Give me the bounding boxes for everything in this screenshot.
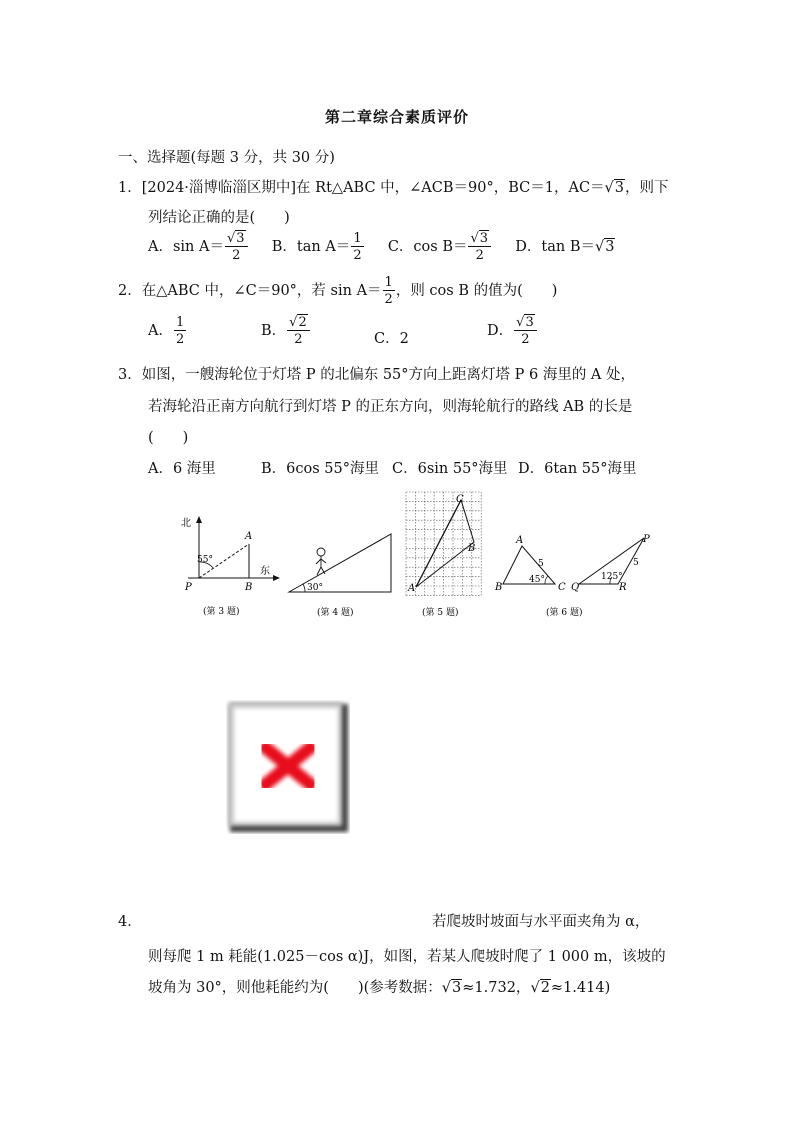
fig4-slope-triangle: [289, 534, 391, 592]
q3-option-b: B．6cos 55°海里: [261, 461, 379, 477]
fig5-caption: (第 5 题): [422, 608, 459, 618]
q2-option-d: D． $\frac{√3}{2}$: [487, 316, 538, 346]
fig5-A-label: A: [408, 583, 416, 594]
fig4-caption: (第 4 题): [317, 608, 354, 618]
q4-number: 4．: [118, 914, 142, 930]
section-heading: 一、选择题(每题 3 分，共 30 分): [118, 150, 335, 166]
fig6-angle2-label: 125°: [601, 572, 623, 582]
q3-option-a: A．6 海里: [148, 461, 216, 477]
fig4-person-arm-right: [321, 559, 326, 563]
q3-option-d: D．6tan 55°海里: [518, 461, 637, 477]
q4-stem-line2: 则每爬 1 m 耗能(1.025－cos α)J，如图，若某人爬坡时爬了 1 000 m，该坡的: [148, 949, 666, 965]
fig3-A-label: A: [245, 531, 253, 542]
fig3-caption: (第 3 题): [203, 607, 240, 617]
q1-number: 1．: [118, 180, 142, 196]
fig3-angle-label: 55°: [197, 555, 213, 565]
fig6-angle-arc-c: [545, 576, 548, 584]
q1-option-a: A．sin A＝ $\frac{√3}{2}$: [148, 239, 249, 255]
q1-stem-text: [2024·淄博临淄区期中]在 Rt△ABC 中，∠ACB＝90°，BC＝1，AC＝: [141, 180, 605, 196]
figure-4: [285, 530, 397, 622]
q3-option-c: C．6sin 55°海里: [392, 461, 508, 477]
fig4-person-arm-left: [316, 559, 321, 564]
q1-sqrt: √3: [604, 180, 625, 196]
q1-stem-line2: 列结论正确的是( ): [148, 210, 290, 226]
fig3-north-label: 北: [181, 518, 191, 529]
q1-stem-tail: ，则下: [625, 180, 669, 196]
fig6-C-label: C: [558, 582, 566, 593]
q4-stem-line3: 坡角为 30°，则他耗能约为( )(参考数据：√3≈1.732，√2≈1.414): [148, 980, 611, 996]
q1-option-c: C．cos B＝ $\frac{√3}{2}$: [388, 239, 492, 255]
broken-image-icon: [226, 700, 350, 834]
figure-5: [402, 490, 488, 622]
fig6-side2-label: 5: [633, 558, 639, 568]
q3-stem-line2: 若海轮沿正南方向航行到灯塔 P 的正东方向，则海轮航行的路线 AB 的长是: [148, 399, 633, 415]
fig6-Q-label: Q: [571, 582, 580, 593]
q2-option-c: C．2: [374, 331, 409, 347]
q1-option-d: D．tan B＝√3: [515, 239, 615, 255]
fig6-A-label: A: [516, 535, 524, 546]
fig5-C-label: C: [456, 494, 464, 505]
q1-stem-line1: [118, 176, 669, 197]
q2-stem: 2．在△ABC 中，∠C＝90°，若 sin A＝ $\frac{1}{2}$ ，则 cos B 的值为( ): [118, 275, 558, 307]
q3-stem-line3: ( ): [148, 430, 189, 446]
fig3-north-arrow: [196, 516, 202, 523]
page-title: 第二章综合素质评价: [324, 108, 469, 126]
q4-stem-line1: 若爬坡时坡面与水平面夹角为 α，: [432, 914, 650, 930]
fig6-R-label: R: [619, 582, 627, 593]
fig4-angle-label: 30°: [307, 583, 323, 593]
fig3-east-label: 东: [260, 566, 270, 577]
fig4-person-head: [317, 548, 325, 556]
q1-option-b: B．tan A＝ $\frac{1}{2}$: [271, 231, 362, 263]
q1-options: [148, 232, 615, 262]
figure-6: [492, 532, 662, 622]
fig6-caption: (第 6 题): [546, 608, 583, 618]
q2-number: 2．: [118, 283, 142, 299]
fig6-P-label: P: [643, 534, 650, 545]
figure-3: [170, 512, 282, 622]
q2-option-b: B． $\frac{√2}{2}$: [261, 316, 311, 346]
fig6-side1-label: 5: [538, 559, 544, 569]
fig5-B-label: B: [468, 543, 476, 554]
q2-option-a: A． $\frac{1}{2}$: [148, 315, 185, 347]
fig4-angle-arc: [303, 584, 305, 592]
fig6-angle1-label: 45°: [529, 575, 545, 585]
q2-fraction: $\frac{1}{2}$: [384, 275, 393, 307]
q3-stem-line1: 3．如图，一艘海轮位于灯塔 P 的北偏东 55°方向上距离灯塔 P 6 海里的 A 处，: [118, 367, 636, 383]
fig5-side-AC: [416, 500, 461, 587]
fig6-B-label: B: [495, 582, 503, 593]
fig3-B-label: B: [245, 582, 253, 593]
fig3-east-arrow: [273, 575, 280, 581]
fig3-P-label: P: [185, 582, 192, 593]
